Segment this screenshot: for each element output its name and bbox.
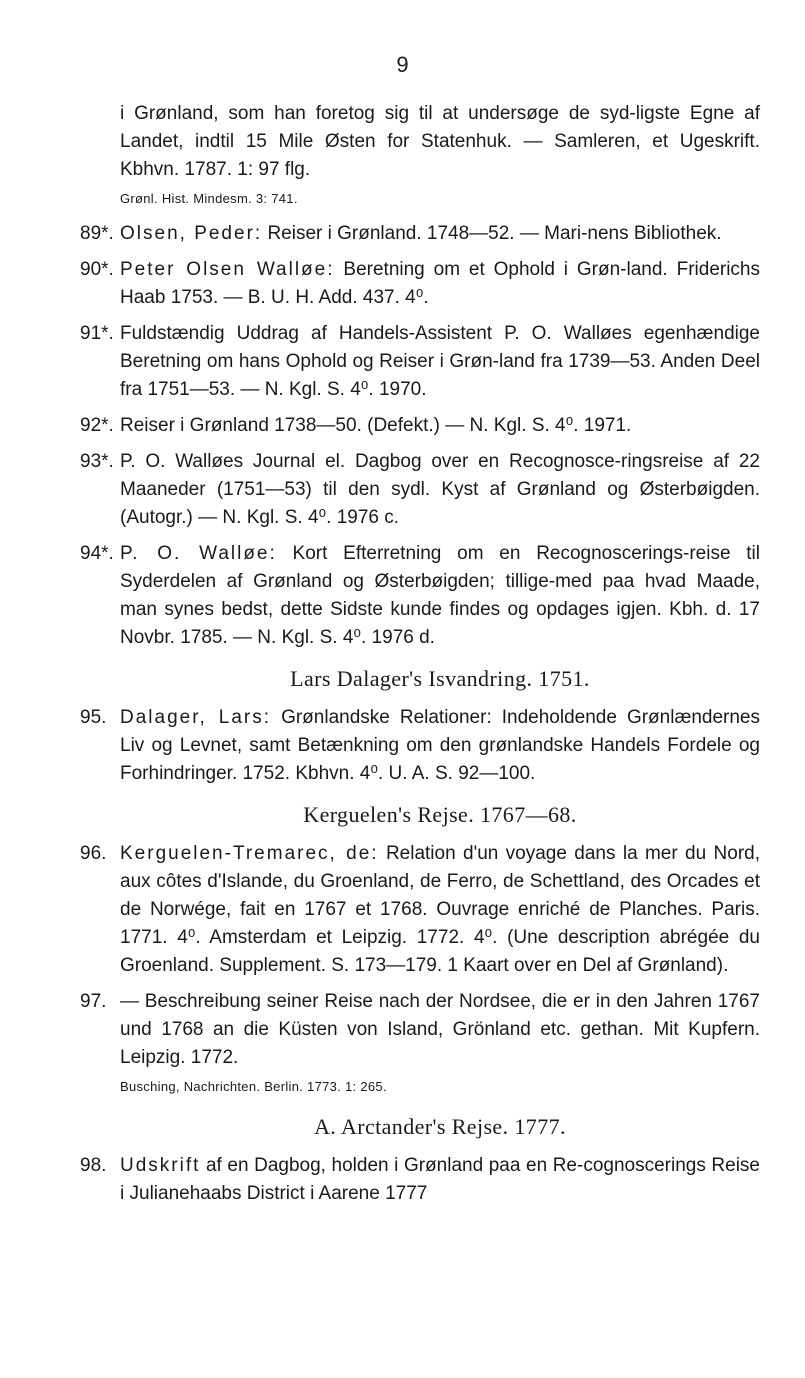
entry-number: 98. — [80, 1155, 107, 1176]
page-number: 9 — [396, 52, 409, 77]
section-heading-kerguelen: Kerguelen's Rejse. 1767—68. — [303, 802, 577, 827]
page-content — [80, 100, 760, 1216]
entry-number: 89*. — [80, 223, 114, 244]
entry-number: 93*. — [80, 451, 114, 472]
entry-98 — [80, 1152, 760, 1208]
entry-text: Relation d'un voyage dans la mer du Nord, aux côtes d'Islande, du Groenland, de Ferro, de Schettland, des Orcades et de Norwége, fait en 1767 et 1768. Ouvrage enriché de Planches. Paris. 1771. 4⁰. Amsterdam et Leipzig. 1772. 4⁰. (Une description abrégée du Groenland. Supplement. S. 173—179. 1 Kaart over en Del af Grønland). — [120, 843, 760, 976]
entry-author: Olsen, Peder: — [120, 223, 263, 244]
entry-89 — [80, 220, 760, 248]
entry-author: Udskrift — [120, 1155, 201, 1176]
entry-text: Reiser i Grønland. 1748—52. — Mari-nens Bibliothek. — [267, 223, 722, 244]
intro-paragraph — [120, 100, 760, 212]
entry-97 — [80, 988, 760, 1100]
entry-number: 91*. — [80, 323, 114, 344]
section-heading-arctander: A. Arctander's Rejse. 1777. — [314, 1114, 566, 1139]
intro-reference: Grønl. Hist. Mindesm. 3: 741. — [120, 191, 298, 206]
entry-number: 96. — [80, 843, 107, 864]
section-heading-dalager: Lars Dalager's Isvandring. 1751. — [290, 666, 590, 691]
entry-text: — Beschreibung seiner Reise nach der Nordsee, die er in den Jahren 1767 und 1768 an die Küsten von Island, Grönland etc. gethan. Mit Kupfern. Leipzig. 1772. — [120, 991, 760, 1068]
entry-93 — [80, 448, 760, 532]
entry-author: P. O. Walløe: — [120, 543, 277, 564]
entry-text: Beretning om et Ophold i Grøn-land. Friderichs Haab 1753. — B. U. H. Add. 437. 4⁰. — [120, 259, 760, 308]
entry-text: P. O. Walløes Journal el. Dagbog over en Recognosce-ringsreise af 22 Maaneder (1751—53) til den sydl. Kyst af Grønland og Østerbøigden. (Autogr.) — N. Kgl. S. 4⁰. 1976 c. — [120, 451, 760, 528]
entry-number: 94*. — [80, 543, 114, 564]
entry-reference: Busching, Nachrichten. Berlin. 1773. 1: 265. — [120, 1079, 387, 1094]
entry-number: 92*. — [80, 415, 114, 436]
entry-text: af en Dagbog, holden i Grønland paa en Re-cognoscerings Reise i Julianehaabs District i Aarene 1777 — [120, 1155, 760, 1204]
entry-90 — [80, 256, 760, 312]
entry-text: Reiser i Grønland 1738—50. (Defekt.) — N. Kgl. S. 4⁰. 1971. — [120, 415, 632, 436]
entry-text: Fuldstændig Uddrag af Handels-Assistent P. O. Walløes egenhændige Beretning om hans Ophold og Reiser i Grøn-land fra 1739—53. Anden Deel fra 1751—53. — N. Kgl. S. 4⁰. 1970. — [120, 323, 760, 400]
entry-text: Kort Efterretning om en Recognoscerings-reise til Syderdelen af Grønland og Østerbøigden; tillige-med paa hvad Maade, man synes bedst, dette Sidste kunde findes og opdages igjen. Kbh. d. 17 Novbr. 1785. — N. Kgl. S. 4⁰. 1976 d. — [120, 543, 760, 648]
entry-number: 97. — [80, 991, 107, 1012]
entry-author: Kerguelen-Tremarec, de: — [120, 843, 379, 864]
entry-94 — [80, 540, 760, 652]
entry-author: Dalager, Lars: — [120, 707, 272, 728]
entry-92 — [80, 412, 760, 440]
entry-96 — [80, 840, 760, 980]
entry-number: 95. — [80, 707, 107, 728]
entry-author: Peter Olsen Walløe: — [120, 259, 335, 280]
intro-text: i Grønland, som han foretog sig til at undersøge de syd-ligste Egne af Landet, indtil 15 Mile Østen for Statenhuk. — Samleren, et Ugeskrift. Kbhvn. 1787. 1: 97 flg. — [120, 103, 760, 180]
entry-91 — [80, 320, 760, 404]
entry-95 — [80, 704, 760, 788]
entry-text: Grønlandske Relationer: Indeholdende Grønlændernes Liv og Levnet, samt Betænkning om den grønlandske Handels Fordele og Forhindringer. 1752. Kbhvn. 4⁰. U. A. S. 92—100. — [120, 707, 760, 784]
entry-number: 90*. — [80, 259, 114, 280]
